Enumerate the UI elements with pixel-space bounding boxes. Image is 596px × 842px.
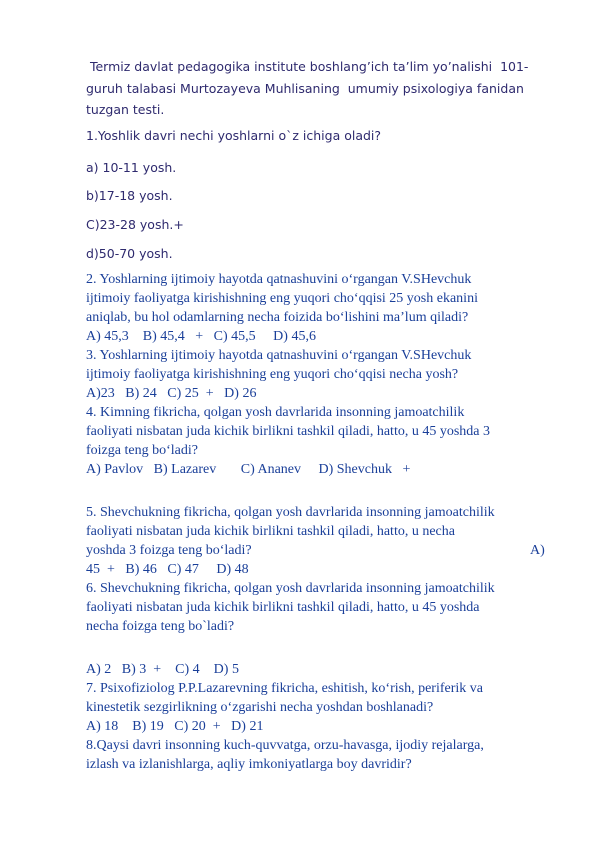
question-7-line-2: kinestetik sezgirlikning o‘zgarishi necha yoshdan boshlanadi? bbox=[86, 700, 434, 715]
question-3-line-1: 3. Yoshlarning ijtimoiy hayotda qatnashuvini o‘rgangan V.SHevchuk bbox=[86, 348, 472, 363]
question-5-option-a-label: A) bbox=[530, 543, 545, 558]
q1-option-c: C)23-28 yosh.+ bbox=[86, 217, 184, 232]
question-8-line-2: izlash va izlanishlarga, aqliy imkoniyatlarga boy davridir? bbox=[86, 757, 412, 772]
question-5-answers: 45 + B) 46 C) 47 D) 48 bbox=[86, 562, 249, 577]
question-5-line-2: faoliyati nisbatan juda kichik birlikni tashkil qiladi, hatto, u necha bbox=[86, 524, 455, 539]
q1-option-d: d)50-70 yosh. bbox=[86, 246, 173, 261]
q1-option-b: b)17-18 yosh. bbox=[86, 188, 173, 203]
question-8-line-1: 8.Qaysi davri insonning kuch-quvvatga, orzu-havasga, ijodiy rejalarga, bbox=[86, 738, 484, 753]
question-4-line-3: foizga teng bo‘ladi? bbox=[86, 443, 198, 458]
question-7-line-1: 7. Psixofiziolog P.P.Lazarevning fikricha, eshitish, ko‘rish, periferik va bbox=[86, 681, 483, 696]
q1-option-a: a) 10-11 yosh. bbox=[86, 160, 177, 175]
question-4-line-1: 4. Kimning fikricha, qolgan yosh davrlarida insonning jamoatchilik bbox=[86, 405, 465, 420]
question-4-line-2: faoliyati nisbatan juda kichik birlikni tashkil qiladi, hatto, u 45 yoshda 3 bbox=[86, 424, 490, 439]
question-6-line-3: necha foizga teng bo`ladi? bbox=[86, 619, 235, 634]
question-2-line-2: ijtimoiy faoliyatga kirishishning eng yuqori cho‘qqisi 25 yosh ekanini bbox=[86, 291, 478, 306]
question-6-line-2: faoliyati nisbatan juda kichik birlikni tashkil qiladi, hatto, u 45 yoshda bbox=[86, 600, 480, 615]
question-1: 1.Yoshlik davri nechi yoshlarni o`z ichiga oladi? bbox=[86, 128, 382, 143]
header-line-3: tuzgan testi. bbox=[86, 102, 165, 117]
question-7-answers: A) 18 B) 19 C) 20 + D) 21 bbox=[86, 719, 264, 734]
header-line-2: guruh talabasi Murtozayeva Muhlisaning umumiy psixologiya fanidan bbox=[86, 81, 524, 96]
question-2-line-3: aniqlab, bu hol odamlarning necha foizida bo‘lishini ma’lum qiladi? bbox=[86, 310, 469, 325]
question-6-line-1: 6. Shevchukning fikricha, qolgan yosh davrlarida insonning jamoatchilik bbox=[86, 581, 495, 596]
header-line-1: Termiz davlat pedagogika institute boshlang’ich ta’lim yo’nalishi 101- bbox=[86, 59, 529, 74]
question-3-line-2: ijtimoiy faoliyatga kirishishning eng yuqori cho‘qqisi necha yosh? bbox=[86, 367, 459, 382]
question-5-line-3: yoshda 3 foizga teng bo‘ladi? bbox=[86, 543, 252, 558]
question-2-line-1: 2. Yoshlarning ijtimoiy hayotda qatnashuvini o‘rgangan V.SHevchuk bbox=[86, 272, 472, 287]
question-3-answers: A)23 B) 24 C) 25 + D) 26 bbox=[86, 386, 257, 401]
question-5-line-1: 5. Shevchukning fikricha, qolgan yosh davrlarida insonning jamoatchilik bbox=[86, 505, 495, 520]
question-2-answers: A) 45,3 B) 45,4 + C) 45,5 D) 45,6 bbox=[86, 329, 316, 344]
question-4-answers: A) Pavlov B) Lazarev C) Ananev D) Shevchuk + bbox=[86, 462, 411, 477]
question-6-answers: A) 2 B) 3 + C) 4 D) 5 bbox=[86, 662, 239, 677]
